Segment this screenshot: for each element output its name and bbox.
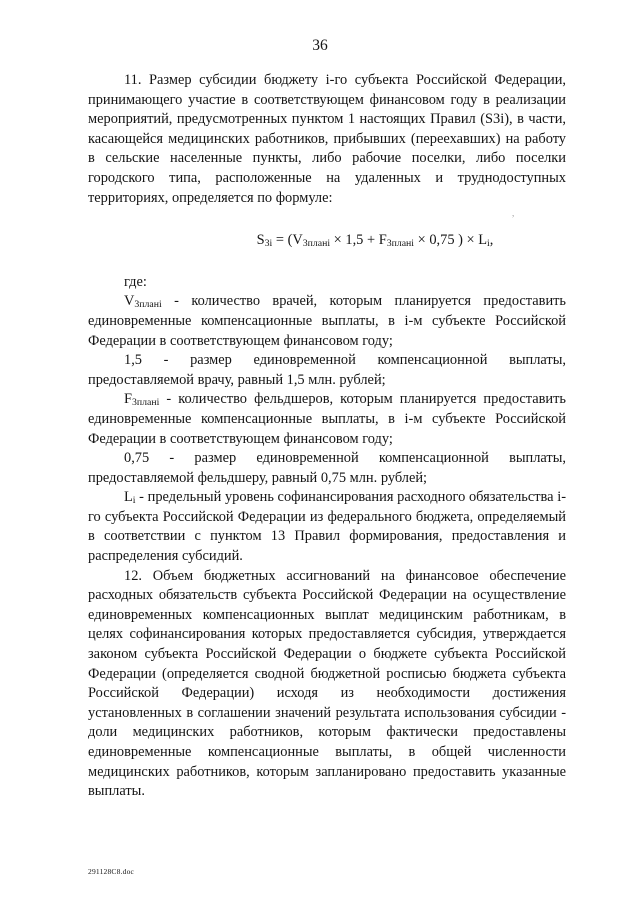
formula-lhs-sub: 3i [264,238,273,250]
def-v-symbol: V [124,293,135,310]
definition-1-5: 1,5 - размер единовременной компенсационной выплаты, предоставляемой врачу, равный 1,5 млн. рублей; [88,352,566,388]
document-body [88,71,566,802]
where-label: где: [124,273,147,290]
formula-eq: = (V [272,232,303,249]
definition-l [88,488,566,566]
def-f-symbol: F [124,391,133,408]
formula-l-sub: i [487,238,490,250]
def-v-text: - количество врачей, которым планируется предоставить единовременные компенсационные выплаты, в i-м субъекте Российской Федерации в соответствующем финансовом году; [88,293,566,349]
definition-v [88,292,566,351]
paragraph-12: 12. Объем бюджетных ассигнований на финансовое обеспечение расходных обязательств субъекта Российской Федерации на осуществление единовременных компенсационных выплат медицинским работникам, в целях софинансирования которых предоставляется субсидия, утверждается законом субъекта Российской Федерации о бюджете субъекта Российской Федерации (определяется сводной бюджетной росписью бюджета субъекта Российской Федерации) исходя из необходимости достижения установленных в соглашении значений результата использования субсидии - доли медицинских работников, которым фактически предоставлены единовременные компенсационные выплаты, в общей численности медицинских работников, которым запланировано предоставить указанные выплаты. [88,567,566,800]
footer-filename: 291128C8.doc [88,867,135,876]
formula-mid1: × 1,5 + F [330,232,387,249]
def-l-text: - предельный уровень софинансирования расходного обязательства i-го субъекта Российской Федерации из федерального бюджета, определяемый в соответствии с пунктом 13 Правил формирования, предоставления и распределения субсидий. [88,489,566,565]
def-f-sub: 3планi [132,397,160,409]
def-v-sub: 3планi [134,299,162,311]
formula [184,231,566,251]
scan-mark: , [512,208,515,218]
page-number: 36 [312,37,328,54]
def-f-text: - количество фельдшеров, которым планируется предоставить единовременные компенсационные выплаты, в i-м субъекте Российской Федерации в соответствующем финансовом году; [88,391,566,447]
formula-tail: , [489,232,494,249]
def-l-sub: i [132,495,136,507]
formula-f-sub: 3планi [386,238,415,250]
formula-mid2: × 0,75 ) × L [414,232,488,249]
paragraph-11: 11. Размер субсидии бюджету i-го субъекта Российской Федерации, принимающего участие в соответствующем финансовом году в реализации мероприятий, предусмотренных пунктом 1 настоящих Правил (S3i), в части, касающейся медицинских работников, прибывших (переехавших) на работу в сельские населенные пункты, либо рабочие поселки, либо поселки городского типа, расположенные на удаленных и труднодоступных территориях, определяется по формуле: [88,72,566,206]
def-l-symbol: L [124,489,133,506]
formula-lhs: S [256,232,265,249]
definition-0-75: 0,75 - размер единовременной компенсационной выплаты, предоставляемой фельдшеру, равный 0,75 млн. рублей; [88,450,566,486]
definition-f [88,390,566,449]
formula-v-sub: 3планi [302,238,331,250]
